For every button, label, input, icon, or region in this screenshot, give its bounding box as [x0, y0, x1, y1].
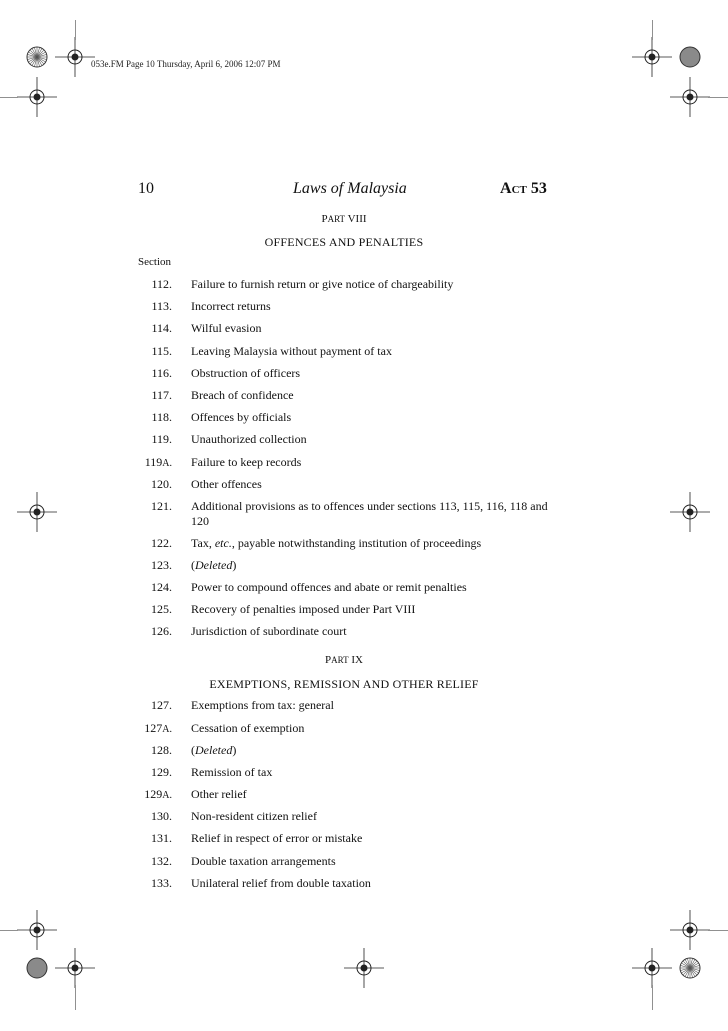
section-title: Other relief: [191, 787, 247, 801]
crop-line: [75, 20, 76, 40]
section-title: Offences by officials: [191, 410, 292, 424]
section-title: Exemptions from tax: general: [191, 698, 334, 712]
crop-line: [0, 97, 18, 98]
section-number: 127.: [151, 698, 172, 712]
registration-mark-icon: [670, 77, 710, 117]
slug-line: 053e.FM Page 10 Thursday, April 6, 2006 12:07 PM: [91, 59, 281, 69]
section-number: 112.: [151, 277, 172, 291]
section-title: Remission of tax: [191, 765, 273, 779]
section-title: Tax, etc., payable notwithstanding institution of proceedings: [191, 536, 482, 550]
part-title: EXEMPTIONS, REMISSION AND OTHER RELIEF: [209, 677, 479, 691]
section-number: 115.: [151, 344, 172, 358]
section-title: Power to compound offences and abate or remit penalties: [191, 580, 467, 594]
crop-line: [0, 930, 18, 931]
crop-line: [708, 930, 728, 931]
registration-mark-icon: [55, 948, 95, 988]
section-title: Failure to keep records: [191, 455, 302, 469]
section-number: 129A.: [144, 787, 172, 801]
section-number: 128.: [151, 743, 172, 757]
section-title: Cessation of exemption: [191, 721, 305, 735]
section-number: 120.: [151, 477, 172, 491]
registration-mark-icon: [632, 37, 672, 77]
registration-mark-icon: [344, 948, 384, 988]
registration-mark-icon: [670, 948, 710, 988]
crop-line: [652, 20, 653, 40]
registration-mark-icon: [17, 77, 57, 117]
section-title: (Deleted): [191, 743, 237, 757]
section-title: Failure to furnish return or give notice of chargeability: [191, 277, 454, 291]
section-label: Section: [138, 256, 171, 268]
crop-line: [708, 97, 728, 98]
registration-mark-icon: [670, 910, 710, 950]
page-number: 10: [138, 180, 154, 197]
section-title: Additional provisions as to offences under sections 113, 115, 116, 118 and 120: [191, 499, 548, 528]
section-number: 113.: [151, 299, 172, 313]
registration-mark-icon: [670, 492, 710, 532]
running-title: Laws of Malaysia: [293, 180, 407, 197]
section-number: 129.: [151, 765, 172, 779]
section-title: Leaving Malaysia without payment of tax: [191, 344, 392, 358]
color-bar-mark-icon: [670, 37, 710, 77]
section-number: 126.: [151, 624, 172, 638]
section-title: Relief in respect of error or mistake: [191, 831, 363, 845]
section-title: Incorrect returns: [191, 299, 271, 313]
section-title: Non-resident citizen relief: [191, 809, 317, 823]
section-number: 122.: [151, 536, 172, 550]
registration-mark-icon: [55, 37, 95, 77]
color-bar-mark-icon: [17, 948, 57, 988]
section-title: Other offences: [191, 477, 262, 491]
registration-mark-icon: [17, 37, 57, 77]
section-number: 119.: [151, 432, 172, 446]
section-number: 123.: [151, 558, 172, 572]
part-heading: PART IX: [325, 654, 363, 666]
crop-line: [75, 985, 76, 1010]
registration-mark-icon: [17, 492, 57, 532]
section-title: Jurisdiction of subordinate court: [191, 624, 347, 638]
section-title: Double taxation arrangements: [191, 854, 336, 868]
act-label: ACT 53: [500, 180, 547, 197]
section-number: 119A.: [144, 455, 172, 469]
section-title: Breach of confidence: [191, 388, 294, 402]
section-title: Unilateral relief from double taxation: [191, 876, 371, 890]
section-number: 127A.: [144, 721, 172, 735]
section-title: Obstruction of officers: [191, 366, 301, 380]
section-number: 130.: [151, 809, 172, 823]
section-number: 118.: [151, 410, 172, 424]
section-title: Unauthorized collection: [191, 432, 307, 446]
part-heading: PART VIII: [321, 213, 367, 225]
registration-mark-icon: [17, 910, 57, 950]
part-title: OFFENCES AND PENALTIES: [264, 235, 424, 249]
section-title: (Deleted): [191, 558, 237, 572]
section-number: 124.: [151, 580, 172, 594]
section-number: 117.: [151, 388, 172, 402]
section-number: 133.: [151, 876, 172, 890]
registration-mark-icon: [632, 948, 672, 988]
section-number: 114.: [151, 321, 172, 335]
section-number: 132.: [151, 854, 172, 868]
section-number: 121.: [151, 499, 172, 513]
section-title: Wilful evasion: [191, 321, 262, 335]
section-title: Recovery of penalties imposed under Part VIII: [191, 602, 416, 616]
crop-line: [652, 985, 653, 1010]
section-number: 125.: [151, 602, 172, 616]
section-number: 131.: [151, 831, 172, 845]
section-number: 116.: [151, 366, 172, 380]
